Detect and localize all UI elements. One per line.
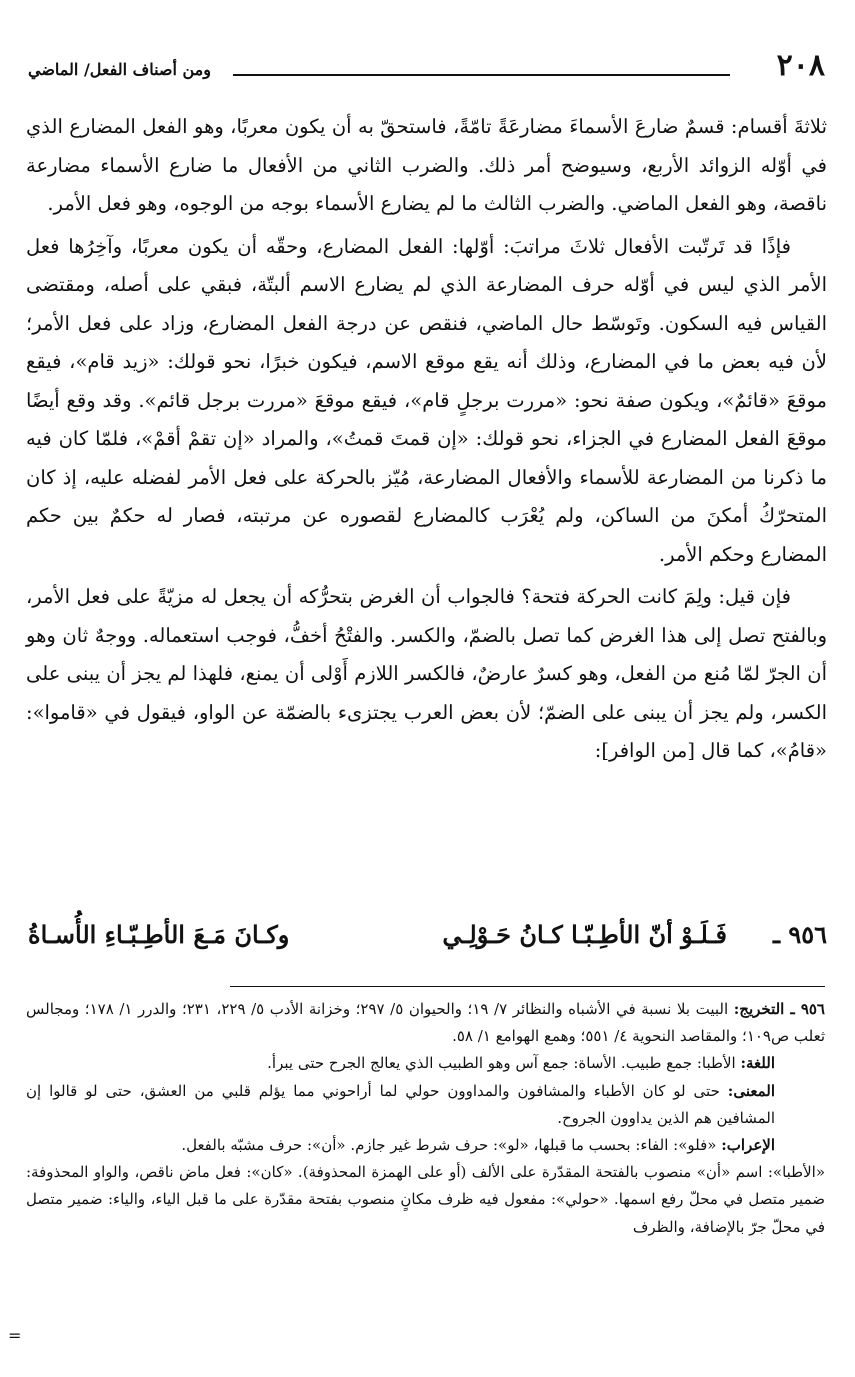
verse-second-hemistich: وكـانَ مَـعَ الأطِـبّـاءِ الأُسـاةُ bbox=[28, 920, 290, 949]
footnote-takhrij bbox=[26, 996, 825, 1050]
footnote-irab-label: الإعراب: bbox=[721, 1136, 775, 1155]
footnote-lugha-label: اللغة: bbox=[740, 1054, 775, 1073]
footnote-rule bbox=[230, 986, 825, 987]
header-rule bbox=[233, 74, 730, 76]
main-text bbox=[26, 108, 827, 771]
footnote-mana-label: المعنى: bbox=[727, 1081, 775, 1100]
verse-first-hemistich: فَـلَـوْ أنّ الأطِـبّـا كـانُ حَـوْلِـي bbox=[442, 920, 727, 949]
footnote-irab bbox=[26, 1132, 825, 1159]
footnotes bbox=[26, 996, 825, 1241]
poetry-verse bbox=[28, 916, 827, 962]
paragraph: ثلاثةَ أقسام: قسمٌ ضارعَ الأسماءَ مضارعَةً تامّةً، فاستحقّ به أن يكون معربًا، وهو الفعل المضارع الذي في أوّله الزوائد الأربع، وسيوضح أمر ذلك. والضرب الثاني من الأفعال ما ضارع الأسماء مضارعة ناقصة، وهو الفعل الماضي. والضرب الثالث ما لم يضارع الأسماء بوجه من الوجوه، وهو فعل الأمر. bbox=[26, 115, 827, 215]
footnote-irab-line1: «فلو»: الفاء: بحسب ما قبلها، «لو»: حرف شرط غير جازم. «أن»: حرف مشبّه بالفعل. bbox=[181, 1136, 717, 1155]
paragraph: فإن قيل: ولِمَ كانت الحركة فتحة؟ فالجواب أن الغرض بتحرُّكه أن يجعل له مزيّةً على فعل الأمر، وبالفتح تصل إلى هذا الغرض كما تصل بالضمّ، والكسر. والفتْحُ أخفُّ، فوجب استعماله. ووجهٌ ثان وهو أن الجرّ لمّا مُنع من الفعل، وهو كسرٌ عارضٌ، فالكسر اللازم أَوْلى أن يمنع، فلهذا لم يجز أن يبنى على الكسر، ولم يجز أن يبنى على الضمّ؛ لأن بعض العرب يجتزىء بالضمّة عن الواو، فيقول في «قاموا»: «قامُ»، كما قال [من الوافر]: bbox=[26, 585, 827, 762]
footnote-takhrij-label: ٩٥٦ ـ التخريج: bbox=[733, 1000, 825, 1018]
footnote-lugha-text: الأطبا: جمع طبيب. الأساة: جمع آس وهو الطبيب الذي يعالج الجرح حتى يبرأ. bbox=[267, 1054, 736, 1073]
footnote-mana-text: حتى لو كان الأطباء والمشافون والمداوون حولي لما أراحوني مما يؤلم قلبي من العشق، حتى لو قالوا إن المشافين هم الذين يداوون الجروح. bbox=[26, 1081, 775, 1127]
footnote-mana bbox=[26, 1078, 825, 1132]
page-header bbox=[28, 46, 825, 86]
footnote-takhrij-text: البيت بلا نسبة في الأشباه والنظائر ٧/ ١٩؛ والحيوان ٥/ ٢٩٧؛ وخزانة الأدب ٥/ ٢٢٩، ٢٣١؛ والدرر ١/ ١٧٨؛ ومجالس ثعلب ص١٠٩؛ والمقاصد النحوية ٤/ ٥٥١؛ وهمع الهوامع ١/ ٥٨. bbox=[26, 1000, 825, 1046]
footnote-lugha bbox=[26, 1050, 825, 1077]
continuation-mark: = bbox=[8, 1326, 22, 1345]
paragraph: فإذًا قد تَرتّبت الأفعال ثلاثَ مراتبَ: أوّلها: الفعل المضارع، وحقّه أن يكون معربًا، وآخِرُها فعل الأمر الذي ليس في أوّله حرف المضارعة الذي لم يضارع الاسم ألبتّة، فبقي على أصله، ومقتضى القياس فيه السكون. وتَوسّط حال الماضي، فنقص عن درجة الفعل المضارع، وزاد على فعل الأمر؛ لأن فيه بعض ما في المضارع، وذلك أنه يقع موقع الاسم، فيكون خبرًا، نحو قولك: «زيد قام»، فيقع موقعَ «قائمٌ»، ويكون صفة نحو: «مررت برجلٍ قام»، فيقع موقعَ «مررت برجل قائم». وقد وقع أيضًا موقعَ الفعل المضارع في الجزاء، نحو قولك: «إن قمتَ قمتُ»، والمراد «إن تقمْ أقمْ»، فلمّا كان فيه ما ذكرنا من المضارعة للأسماء والأفعال المضارعة، مُيّز بالحركة على فعل الأمر لفضله عليه، إذ كان المتحرّكُ أمكنَ من الساكن، ولم يُعْرَب كالمضارع لقصوره عن مرتبته، فصار له حكمٌ بين حكم المضارع وحكم الأمر. bbox=[26, 234, 827, 566]
running-title: ومن أصناف الفعل/ الماضي bbox=[28, 60, 211, 79]
page-number: ٢٠٨ bbox=[776, 48, 825, 83]
footnote-irab-continued: «الأطبا»: اسم «أن» منصوب بالفتحة المقدّرة على الألف (أو على الهمزة المحذوفة). «كان»: فعل ماض ناقص، والواو المحذوفة: ضمير متصل في محلّ رفع اسمها. «حولي»: مفعول فيه ظرف مكانٍ منصوب بفتحة مقدّرة على ما قبل الياء، والياء: ضمير متصل في محلّ جرّ بالإضافة، والظرف bbox=[26, 1163, 825, 1236]
verse-number: ٩٥٦ ـ bbox=[772, 920, 827, 949]
